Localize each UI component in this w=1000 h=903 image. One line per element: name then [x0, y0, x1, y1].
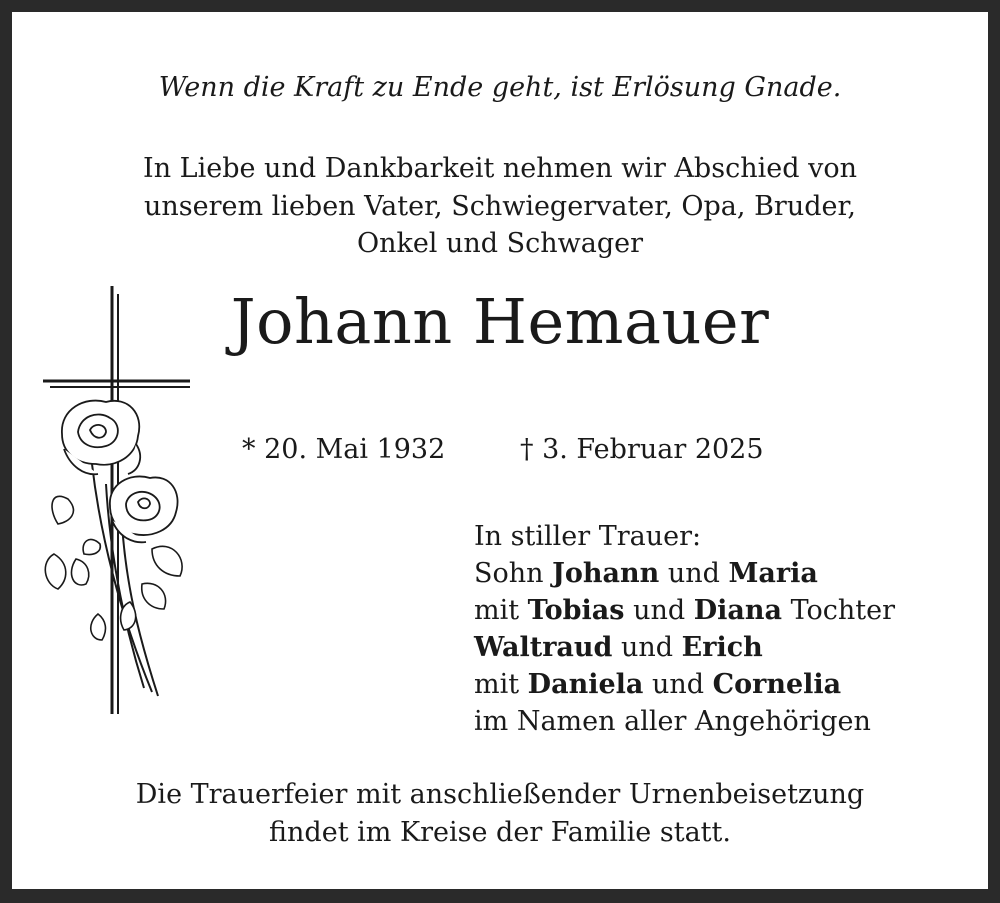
- footer-line-2: findet im Kreise der Familie statt.: [269, 817, 731, 848]
- motto-quote: Wenn die Kraft zu Ende geht, ist Erlösung Gnade.: [158, 72, 842, 103]
- mourner-line: [474, 629, 895, 666]
- mourner-text: und: [612, 632, 682, 663]
- mourner-name: Johann: [552, 558, 660, 589]
- mourner-name: Waltraud: [474, 632, 613, 663]
- mourner-text: und: [624, 595, 694, 626]
- mourner-text: Sohn: [474, 558, 553, 589]
- mourner-text: Tochter: [782, 595, 896, 626]
- mourner-text: und: [643, 669, 713, 700]
- mourners-list: [474, 518, 895, 740]
- mourner-text: und: [659, 558, 729, 589]
- mourner-name: Erich: [681, 632, 763, 663]
- intro-line-3: Onkel und Schwager: [356, 228, 644, 259]
- deceased-name: Johann Hemauer: [230, 285, 770, 358]
- death-date: † 3. Februar 2025: [520, 434, 764, 465]
- mourner-text: mit: [474, 595, 528, 626]
- mourner-name: Daniela: [527, 669, 644, 700]
- intro-line-1: In Liebe und Dankbarkeit nehmen wir Abschied von: [143, 153, 857, 184]
- mourner-line: [474, 555, 895, 592]
- cross-with-roses-icon: [40, 284, 200, 724]
- mourner-line: [474, 592, 895, 629]
- mourner-name: Cornelia: [712, 669, 842, 700]
- birth-date: * 20. Mai 1932: [242, 434, 446, 465]
- footer-line-1: Die Trauerfeier mit anschließender Urnenbeisetzung: [135, 779, 865, 810]
- intro-line-2: unserem lieben Vater, Schwiegervater, Opa, Bruder,: [143, 191, 856, 222]
- mourner-text: mit: [474, 669, 528, 700]
- mourner-name: Diana: [693, 595, 783, 626]
- mourner-line: [474, 666, 895, 703]
- mourner-name: Maria: [728, 558, 818, 589]
- mourners-closing: im Namen aller Angehörigen: [474, 706, 871, 737]
- mourners-heading: In stiller Trauer:: [474, 521, 702, 552]
- obituary-notice: [12, 12, 988, 889]
- mourner-name: Tobias: [527, 595, 625, 626]
